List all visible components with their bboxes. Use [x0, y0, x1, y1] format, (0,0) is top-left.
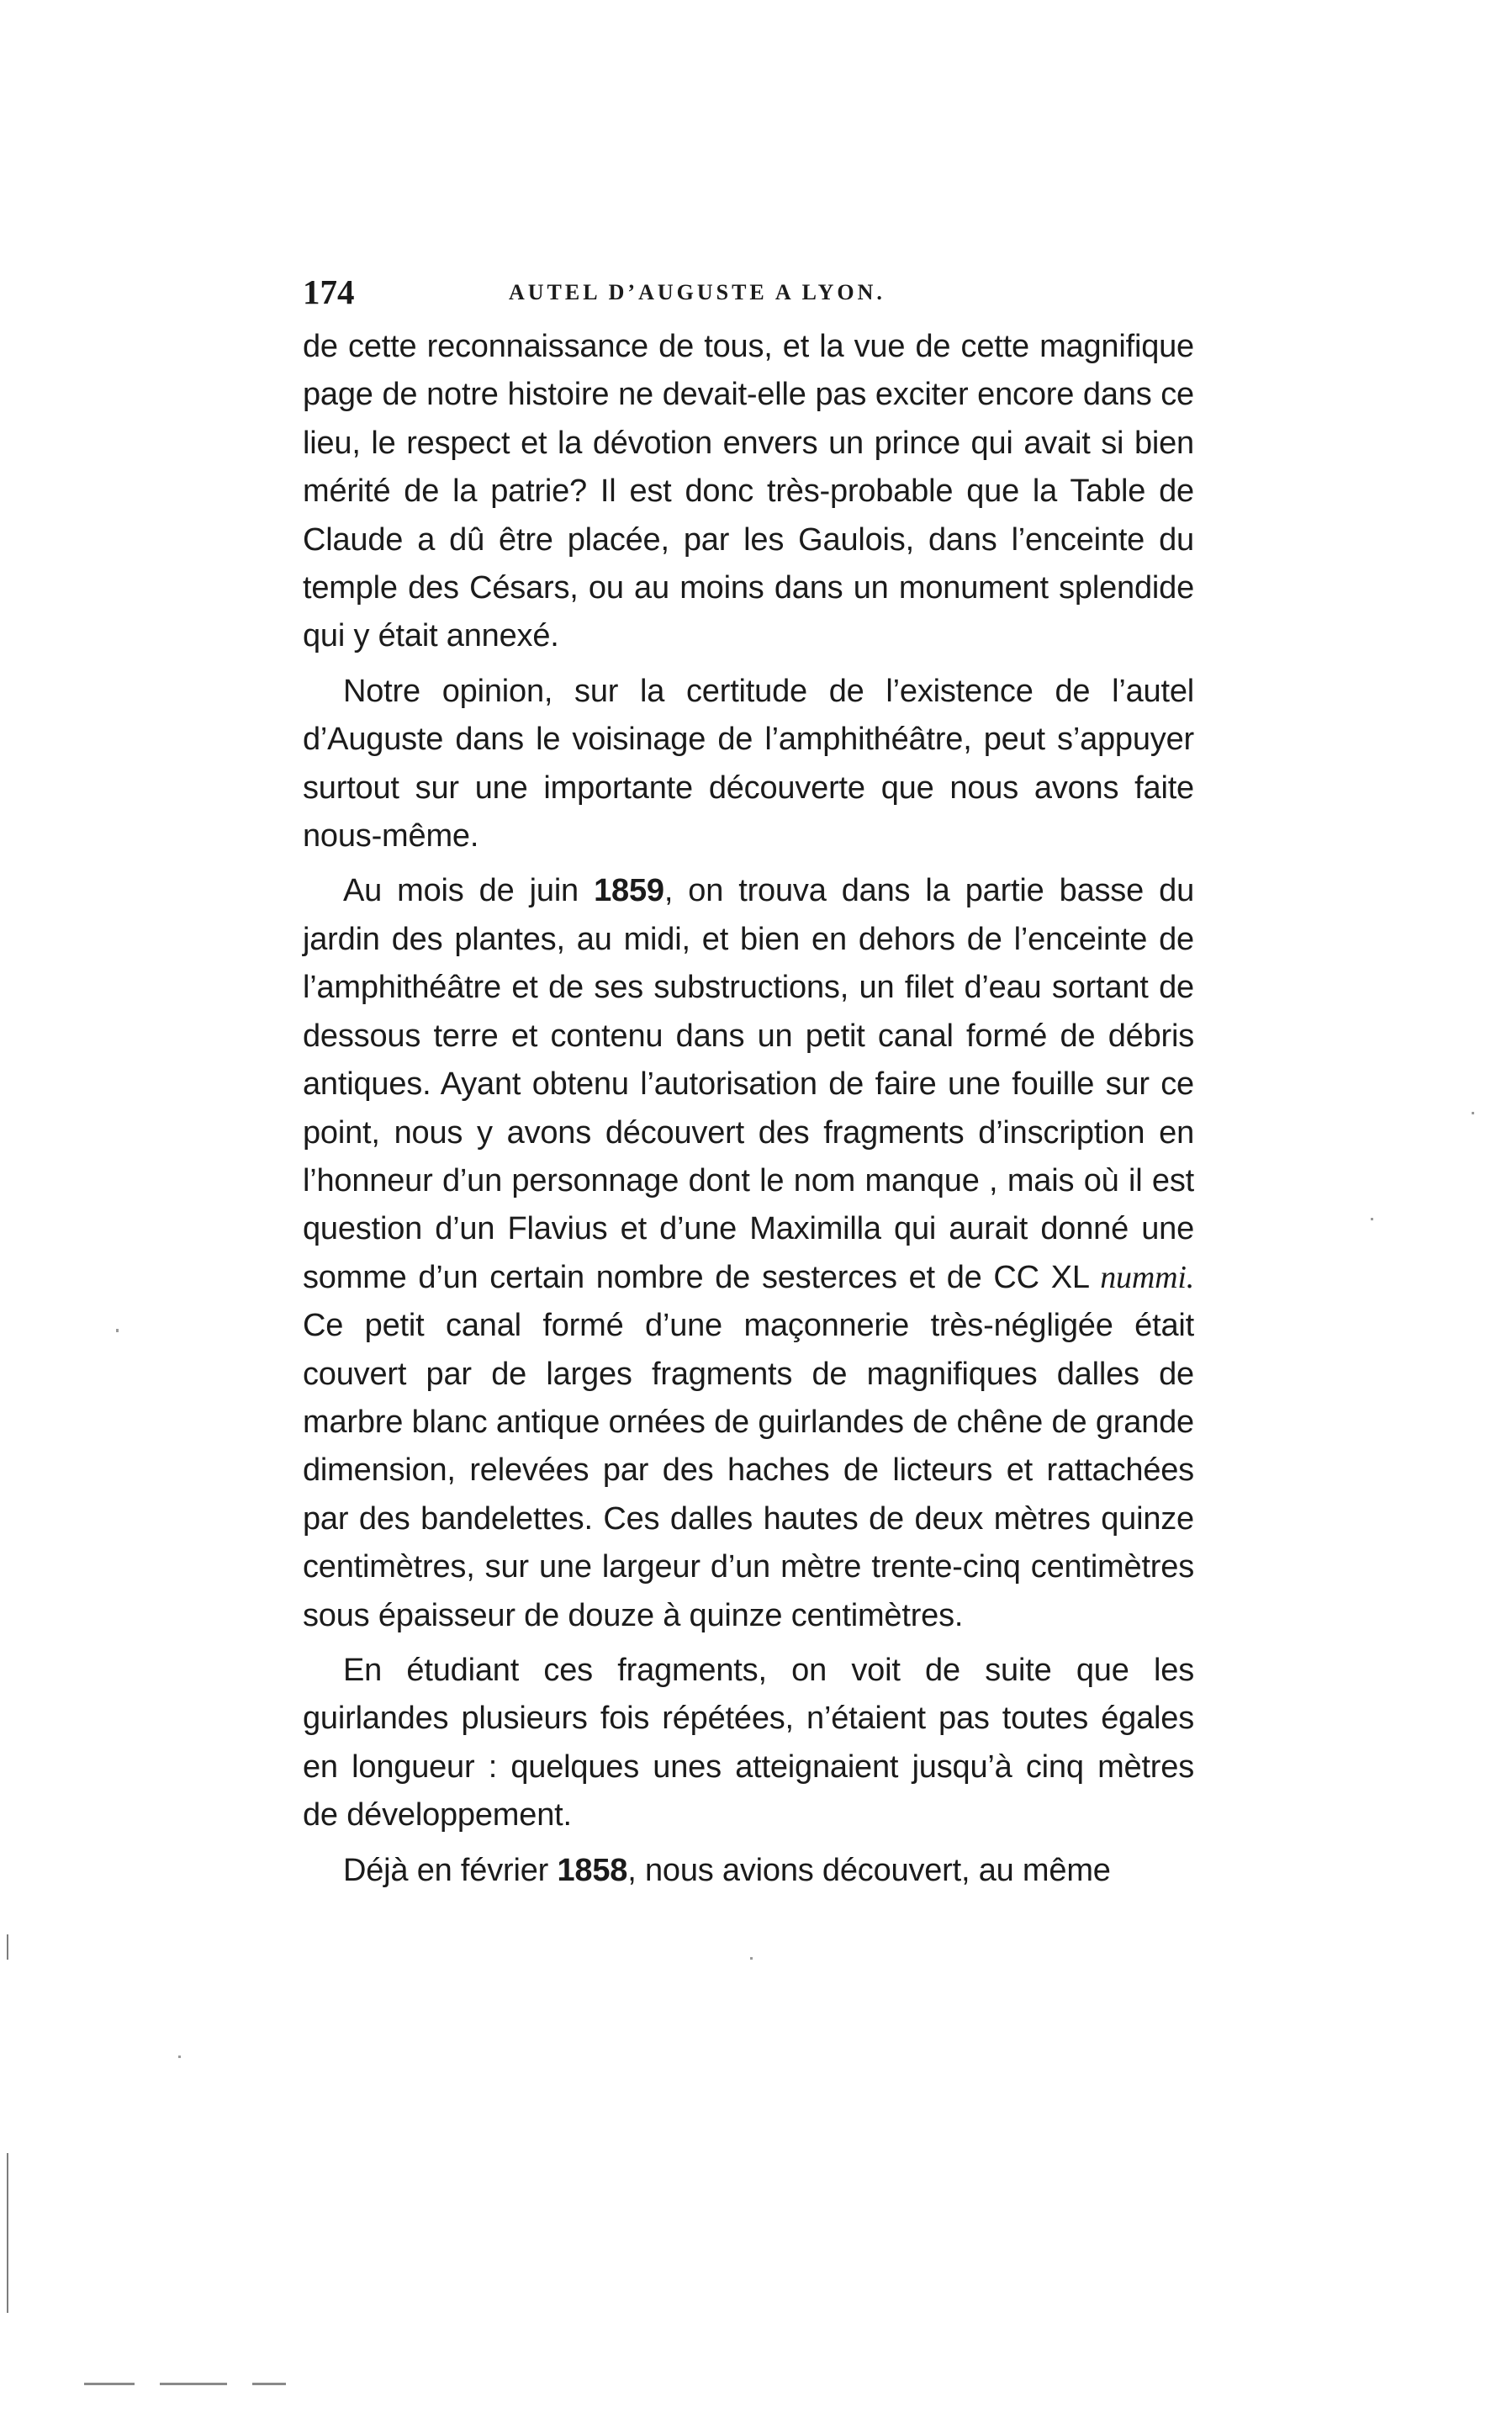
paragraph-discovery-1858 — [303, 1847, 1194, 1895]
paragraph-text: Déjà en février — [343, 1852, 558, 1888]
scan-speck — [750, 1957, 753, 1960]
scan-edge-dash — [84, 2383, 135, 2385]
paragraph-text: Au mois de juin — [343, 873, 595, 909]
paragraph-text: de cette reconnaissance de tous, et la vue de cette magnifique page de notre histoire ne devait-elle pas exciter encore dans ce lieu, le respect et la dévotion envers un prince qui avait si bien mérité de la patrie? Il est donc très-probable que la Table de Claude a dû être placée, par les Gaulois, dans l’enceinte du temple des Césars, ou au moins dans un monument splendide qui y était annexé. — [303, 329, 1194, 654]
paragraph-text: En étudiant ces fragments, on voit de suite que les guirlandes plusieurs fois répétées, n’étaient pas toutes égales en longueur : quelques unes atteignaient jusqu’à cinq mètres de développement. — [303, 1652, 1194, 1833]
paragraph-discovery-1859 — [303, 867, 1194, 1640]
year-1858: 1858 — [557, 1852, 628, 1888]
paragraph-opinion — [303, 668, 1194, 861]
running-head — [303, 271, 1194, 313]
year-1859: 1859 — [594, 873, 664, 909]
paragraph-text: , on trouva dans la partie basse du jardin des plantes, au midi, et bien en dehors de l’enceinte de l’amphithéâtre et de ses substructions, un filet d’eau sortant de dessous terre et contenu dans un petit canal formé de débris antiques. Ayant obtenu l’autorisation de faire une fouille sur ce point, nous y avons découvert des fragments d’inscription en l’honneur d’un personnage dont le nom manque , mais où il est question d’un Flavius et d’une Maximilla qui aurait donné une somme d’un certain nombre de sesterces et de CC XL — [303, 873, 1194, 1295]
page-number: 174 — [303, 272, 355, 311]
scan-speck — [178, 2056, 181, 2058]
paragraph-text: , nous avions découvert, au même — [627, 1852, 1111, 1888]
scan-edge-dash — [252, 2383, 286, 2385]
scan-edge-dash — [160, 2383, 227, 2385]
body-text — [303, 323, 1194, 1895]
scan-speck — [1371, 1218, 1373, 1220]
scan-edge-line — [7, 2153, 8, 2313]
paragraph-text: Notre opinion, sur la certitude de l’existence de l’autel d’Auguste dans le voisinage de l’amphithéâtre, peut s’appuyer surtout sur une importante découverte que nous avons faite nous-même. — [303, 673, 1194, 855]
latin-term: nummi. — [1100, 1259, 1194, 1295]
scan-edge-line — [7, 1934, 8, 1960]
paragraph-garlands — [303, 1647, 1194, 1840]
paragraph-continuation — [303, 323, 1194, 661]
scan-speck — [1472, 1112, 1474, 1114]
running-title: AUTEL D’AUGUSTE A LYON. — [509, 280, 886, 304]
paragraph-text: Ce petit canal formé d’une maçonnerie très-négligée était couvert par de larges fragments de magnifiques dalles de marbre blanc antique ornées de guirlandes de chêne de grande dimension, relevées par des haches de licteurs et rattachées par des bandelettes. Ces dalles hautes de deux mètres quinze centimètres, sur une largeur d’un mètre trente-cinq centimètres sous épaisseur de douze à quinze centimètres. — [303, 1308, 1194, 1633]
scan-speck — [116, 1329, 119, 1332]
